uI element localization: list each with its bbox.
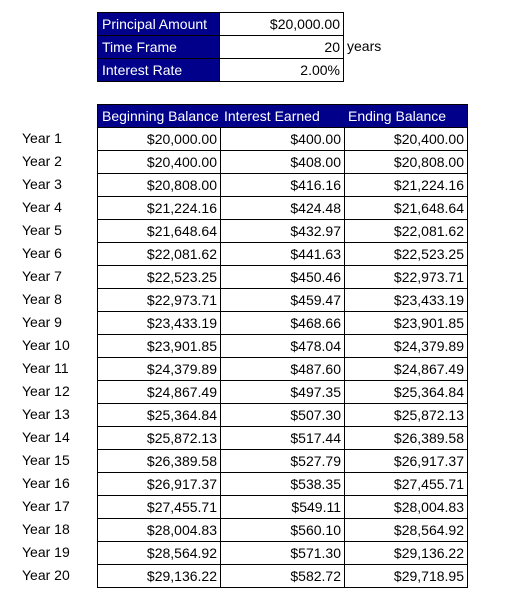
row-interest-earned[interactable]: $497.35 (220, 380, 345, 404)
header-ending-balance: Ending Balance (344, 104, 468, 128)
row-beginning-balance[interactable]: $25,872.13 (97, 426, 221, 450)
row-ending-balance[interactable]: $26,389.58 (344, 426, 468, 450)
row-interest-earned[interactable]: $549.11 (220, 495, 345, 519)
row-year-label: Year 1 (22, 130, 62, 146)
row-interest-earned[interactable]: $432.97 (220, 219, 345, 243)
row-ending-balance[interactable]: $20,400.00 (344, 127, 468, 151)
row-year-label: Year 10 (22, 337, 70, 353)
row-year-label: Year 2 (22, 153, 62, 169)
row-beginning-balance[interactable]: $25,364.84 (97, 403, 221, 427)
row-beginning-balance[interactable]: $21,648.64 (97, 219, 221, 243)
row-year-label: Year 6 (22, 245, 62, 261)
row-interest-earned[interactable]: $527.79 (220, 449, 345, 473)
timeframe-label: Time Frame (97, 35, 220, 59)
row-ending-balance[interactable]: $25,364.84 (344, 380, 468, 404)
principal-label: Principal Amount (97, 12, 220, 36)
row-year-label: Year 17 (22, 498, 70, 514)
row-year-label: Year 5 (22, 222, 62, 238)
row-year-label: Year 15 (22, 452, 70, 468)
row-beginning-balance[interactable]: $28,564.92 (97, 541, 221, 565)
row-year-label: Year 12 (22, 383, 70, 399)
row-beginning-balance[interactable]: $20,808.00 (97, 173, 221, 197)
row-beginning-balance[interactable]: $23,433.19 (97, 311, 221, 335)
row-ending-balance[interactable]: $28,004.83 (344, 495, 468, 519)
row-ending-balance[interactable]: $24,379.89 (344, 334, 468, 358)
row-year-label: Year 3 (22, 176, 62, 192)
row-year-label: Year 18 (22, 521, 70, 537)
row-interest-earned[interactable]: $517.44 (220, 426, 345, 450)
row-ending-balance[interactable]: $29,136.22 (344, 541, 468, 565)
interest-rate-label: Interest Rate (97, 58, 220, 82)
row-year-label: Year 9 (22, 314, 62, 330)
header-beginning-balance: Beginning Balance (97, 104, 220, 128)
row-beginning-balance[interactable]: $27,455.71 (97, 495, 221, 519)
row-interest-earned[interactable]: $507.30 (220, 403, 345, 427)
row-interest-earned[interactable]: $571.30 (220, 541, 345, 565)
row-year-label: Year 19 (22, 544, 70, 560)
row-ending-balance[interactable]: $21,648.64 (344, 196, 468, 220)
row-ending-balance[interactable]: $23,433.19 (344, 288, 468, 312)
row-beginning-balance[interactable]: $22,973.71 (97, 288, 221, 312)
row-year-label: Year 16 (22, 475, 70, 491)
row-beginning-balance[interactable]: $24,867.49 (97, 380, 221, 404)
timeframe-unit: years (347, 38, 382, 54)
timeframe-input[interactable]: 20 (219, 35, 344, 59)
row-interest-earned[interactable]: $538.35 (220, 472, 345, 496)
row-beginning-balance[interactable]: $26,389.58 (97, 449, 221, 473)
row-ending-balance[interactable]: $28,564.92 (344, 518, 468, 542)
row-year-label: Year 4 (22, 199, 62, 215)
row-beginning-balance[interactable]: $20,000.00 (97, 127, 221, 151)
row-interest-earned[interactable]: $478.04 (220, 334, 345, 358)
header-interest-earned: Interest Earned (220, 104, 344, 128)
row-ending-balance[interactable]: $26,917.37 (344, 449, 468, 473)
row-ending-balance[interactable]: $27,455.71 (344, 472, 468, 496)
row-interest-earned[interactable]: $487.60 (220, 357, 345, 381)
row-beginning-balance[interactable]: $24,379.89 (97, 357, 221, 381)
row-interest-earned[interactable]: $582.72 (220, 564, 345, 588)
row-ending-balance[interactable]: $22,081.62 (344, 219, 468, 243)
row-ending-balance[interactable]: $21,224.16 (344, 173, 468, 197)
row-beginning-balance[interactable]: $22,523.25 (97, 265, 221, 289)
row-year-label: Year 13 (22, 406, 70, 422)
row-ending-balance[interactable]: $20,808.00 (344, 150, 468, 174)
row-ending-balance[interactable]: $24,867.49 (344, 357, 468, 381)
row-year-label: Year 8 (22, 291, 62, 307)
row-beginning-balance[interactable]: $23,901.85 (97, 334, 221, 358)
row-beginning-balance[interactable]: $28,004.83 (97, 518, 221, 542)
row-ending-balance[interactable]: $23,901.85 (344, 311, 468, 335)
row-ending-balance[interactable]: $29,718.95 (344, 564, 468, 588)
row-interest-earned[interactable]: $468.66 (220, 311, 345, 335)
row-interest-earned[interactable]: $459.47 (220, 288, 345, 312)
row-year-label: Year 11 (22, 360, 69, 376)
row-interest-earned[interactable]: $560.10 (220, 518, 345, 542)
row-ending-balance[interactable]: $22,973.71 (344, 265, 468, 289)
row-beginning-balance[interactable]: $21,224.16 (97, 196, 221, 220)
row-beginning-balance[interactable]: $26,917.37 (97, 472, 221, 496)
row-beginning-balance[interactable]: $22,081.62 (97, 242, 221, 266)
row-year-label: Year 20 (22, 567, 70, 583)
row-interest-earned[interactable]: $441.63 (220, 242, 345, 266)
row-year-label: Year 7 (22, 268, 62, 284)
interest-rate-input[interactable]: 2.00% (219, 58, 344, 82)
row-interest-earned[interactable]: $424.48 (220, 196, 345, 220)
row-ending-balance[interactable]: $25,872.13 (344, 403, 468, 427)
row-beginning-balance[interactable]: $20,400.00 (97, 150, 221, 174)
row-interest-earned[interactable]: $416.16 (220, 173, 345, 197)
principal-input[interactable]: $20,000.00 (219, 12, 344, 36)
row-beginning-balance[interactable]: $29,136.22 (97, 564, 221, 588)
row-interest-earned[interactable]: $408.00 (220, 150, 345, 174)
row-year-label: Year 14 (22, 429, 70, 445)
row-interest-earned[interactable]: $450.46 (220, 265, 345, 289)
row-interest-earned[interactable]: $400.00 (220, 127, 345, 151)
row-ending-balance[interactable]: $22,523.25 (344, 242, 468, 266)
